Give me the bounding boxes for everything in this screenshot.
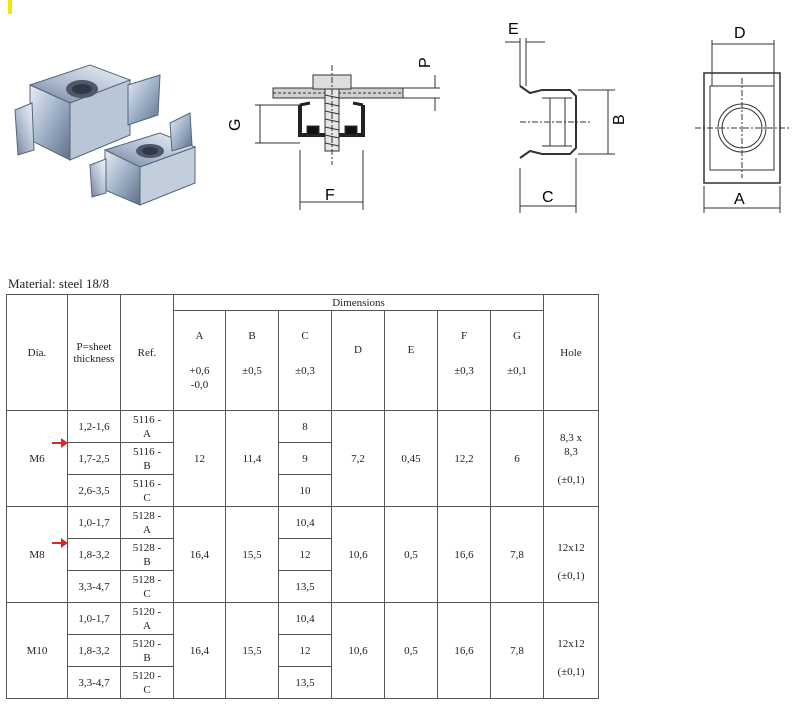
col-g-tol1: ±0,1 (507, 364, 527, 377)
header-thickness-line2: thickness (73, 352, 115, 365)
g-cell: 7,8 (491, 507, 544, 603)
c-cell: 10,4 (279, 507, 332, 539)
hole-tolerance: (±0,1) (557, 473, 585, 486)
hole-line2: 8,3 (564, 445, 578, 458)
c-cell: 10 (279, 475, 332, 507)
section-drawing (215, 55, 455, 215)
d-cell: 10,6 (332, 603, 385, 699)
dia-cell: M6 (7, 411, 68, 507)
header-col-f (438, 311, 491, 411)
c-cell: 9 (279, 443, 332, 475)
dim-label-p: P (417, 57, 434, 68)
header-col-g (491, 311, 544, 411)
e-cell: 0,5 (385, 507, 438, 603)
thickness-cell: 2,6-3,5 (68, 475, 121, 507)
arrow-right-icon (52, 538, 68, 548)
col-b-name: B (248, 329, 256, 342)
d-cell: 7,2 (332, 411, 385, 507)
thickness-cell: 1,7-2,5 (68, 443, 121, 475)
header-col-a (174, 311, 226, 411)
ref-line2: B (143, 459, 151, 472)
ref-line1: 5128 - (132, 541, 162, 554)
c-cell: 10,4 (279, 603, 332, 635)
c-cell: 8 (279, 411, 332, 443)
col-b-tol1: ±0,5 (242, 364, 262, 377)
ref-line2: C (143, 683, 151, 696)
accent-bar (8, 0, 12, 14)
b-cell: 15,5 (226, 603, 279, 699)
top-view-drawing (690, 18, 795, 218)
c-cell: 12 (279, 635, 332, 667)
thickness-cell: 1,2-1,6 (68, 411, 121, 443)
ref-cell (121, 635, 174, 667)
ref-cell (121, 411, 174, 443)
dim-label-e: E (508, 21, 519, 38)
ref-cell (121, 507, 174, 539)
hole-cell (544, 603, 599, 699)
d-cell: 10,6 (332, 507, 385, 603)
ref-line1: 5120 - (132, 669, 162, 682)
col-f-tol1: ±0,3 (454, 364, 474, 377)
header-hole: Hole (544, 295, 599, 411)
col-c-name: C (301, 329, 309, 342)
ref-cell (121, 539, 174, 571)
hole-tolerance: (±0,1) (557, 665, 585, 678)
cage-nut-photo (10, 55, 200, 215)
col-g-name: G (513, 329, 521, 342)
a-cell: 16,4 (174, 603, 226, 699)
a-cell: 16,4 (174, 507, 226, 603)
ref-cell (121, 667, 174, 699)
ref-line1: 5116 - (132, 413, 161, 426)
table-row (7, 411, 599, 443)
dia-cell: M10 (7, 603, 68, 699)
dim-label-g: G (227, 118, 244, 131)
header-col-e: E (385, 311, 438, 411)
ref-line2: A (143, 523, 151, 536)
ref-line2: B (143, 651, 151, 664)
thickness-cell: 1,8-3,2 (68, 635, 121, 667)
table-row (7, 603, 599, 635)
col-f-name: F (460, 329, 468, 342)
ref-line1: 5116 - (132, 445, 161, 458)
thickness-cell: 3,3-4,7 (68, 667, 121, 699)
hole-cell (544, 411, 599, 507)
ref-line2: A (143, 427, 151, 440)
col-a-tol1: +0,6 (189, 364, 210, 377)
ref-line1: 5128 - (132, 509, 162, 522)
thickness-cell: 1,8-3,2 (68, 539, 121, 571)
col-a-tol2: -0,0 (190, 378, 209, 391)
f-cell: 12,2 (438, 411, 491, 507)
thickness-cell: 1,0-1,7 (68, 603, 121, 635)
ref-line1: 5116 - (132, 477, 161, 490)
c-cell: 12 (279, 539, 332, 571)
e-cell: 0,45 (385, 411, 438, 507)
header-col-d: D (332, 311, 385, 411)
ref-line1: 5128 - (132, 573, 162, 586)
g-cell: 6 (491, 411, 544, 507)
b-cell: 11,4 (226, 411, 279, 507)
thickness-cell: 1,0-1,7 (68, 507, 121, 539)
col-c-tol1: ±0,3 (295, 364, 315, 377)
hole-cell (544, 507, 599, 603)
header-thickness (68, 295, 121, 411)
hole-line1: 8,3 x (560, 431, 582, 444)
dim-label-d: D (734, 25, 746, 42)
c-cell: 13,5 (279, 571, 332, 603)
header-col-c (279, 311, 332, 411)
ref-line1: 5120 - (132, 605, 162, 618)
thickness-cell: 3,3-4,7 (68, 571, 121, 603)
dimensions-table (6, 294, 599, 699)
ref-cell (121, 571, 174, 603)
material-label: Material: steel 18/8 (8, 276, 110, 291)
hole-line1: 12x12 (557, 637, 585, 650)
b-cell: 15,5 (226, 507, 279, 603)
g-cell: 7,8 (491, 603, 544, 699)
dim-label-c: C (542, 189, 554, 206)
arrow-right-icon (52, 438, 68, 448)
e-cell: 0,5 (385, 603, 438, 699)
ref-line2: B (143, 555, 151, 568)
f-cell: 16,6 (438, 507, 491, 603)
col-a-name: A (195, 329, 204, 342)
header-ref: Ref. (121, 295, 174, 411)
c-cell: 13,5 (279, 667, 332, 699)
ref-line1: 5120 - (132, 637, 162, 650)
f-cell: 16,6 (438, 603, 491, 699)
ref-line2: A (143, 619, 151, 632)
ref-cell (121, 443, 174, 475)
a-cell: 12 (174, 411, 226, 507)
table-row (7, 507, 599, 539)
dim-label-b: B (611, 114, 628, 125)
header-thickness-line1: P=sheet (76, 340, 112, 353)
hole-tolerance: (±0,1) (557, 569, 585, 582)
header-dimensions: Dimensions (174, 295, 544, 311)
side-view-drawing (490, 18, 630, 218)
dim-label-f: F (325, 187, 335, 204)
dim-label-a: A (734, 191, 745, 208)
hole-line1: 12x12 (557, 541, 585, 554)
header-col-b (226, 311, 279, 411)
dia-cell: M8 (7, 507, 68, 603)
ref-cell (121, 603, 174, 635)
ref-line2: C (143, 491, 151, 504)
ref-cell (121, 475, 174, 507)
header-dia: Dia. (7, 295, 68, 411)
ref-line2: C (143, 587, 151, 600)
